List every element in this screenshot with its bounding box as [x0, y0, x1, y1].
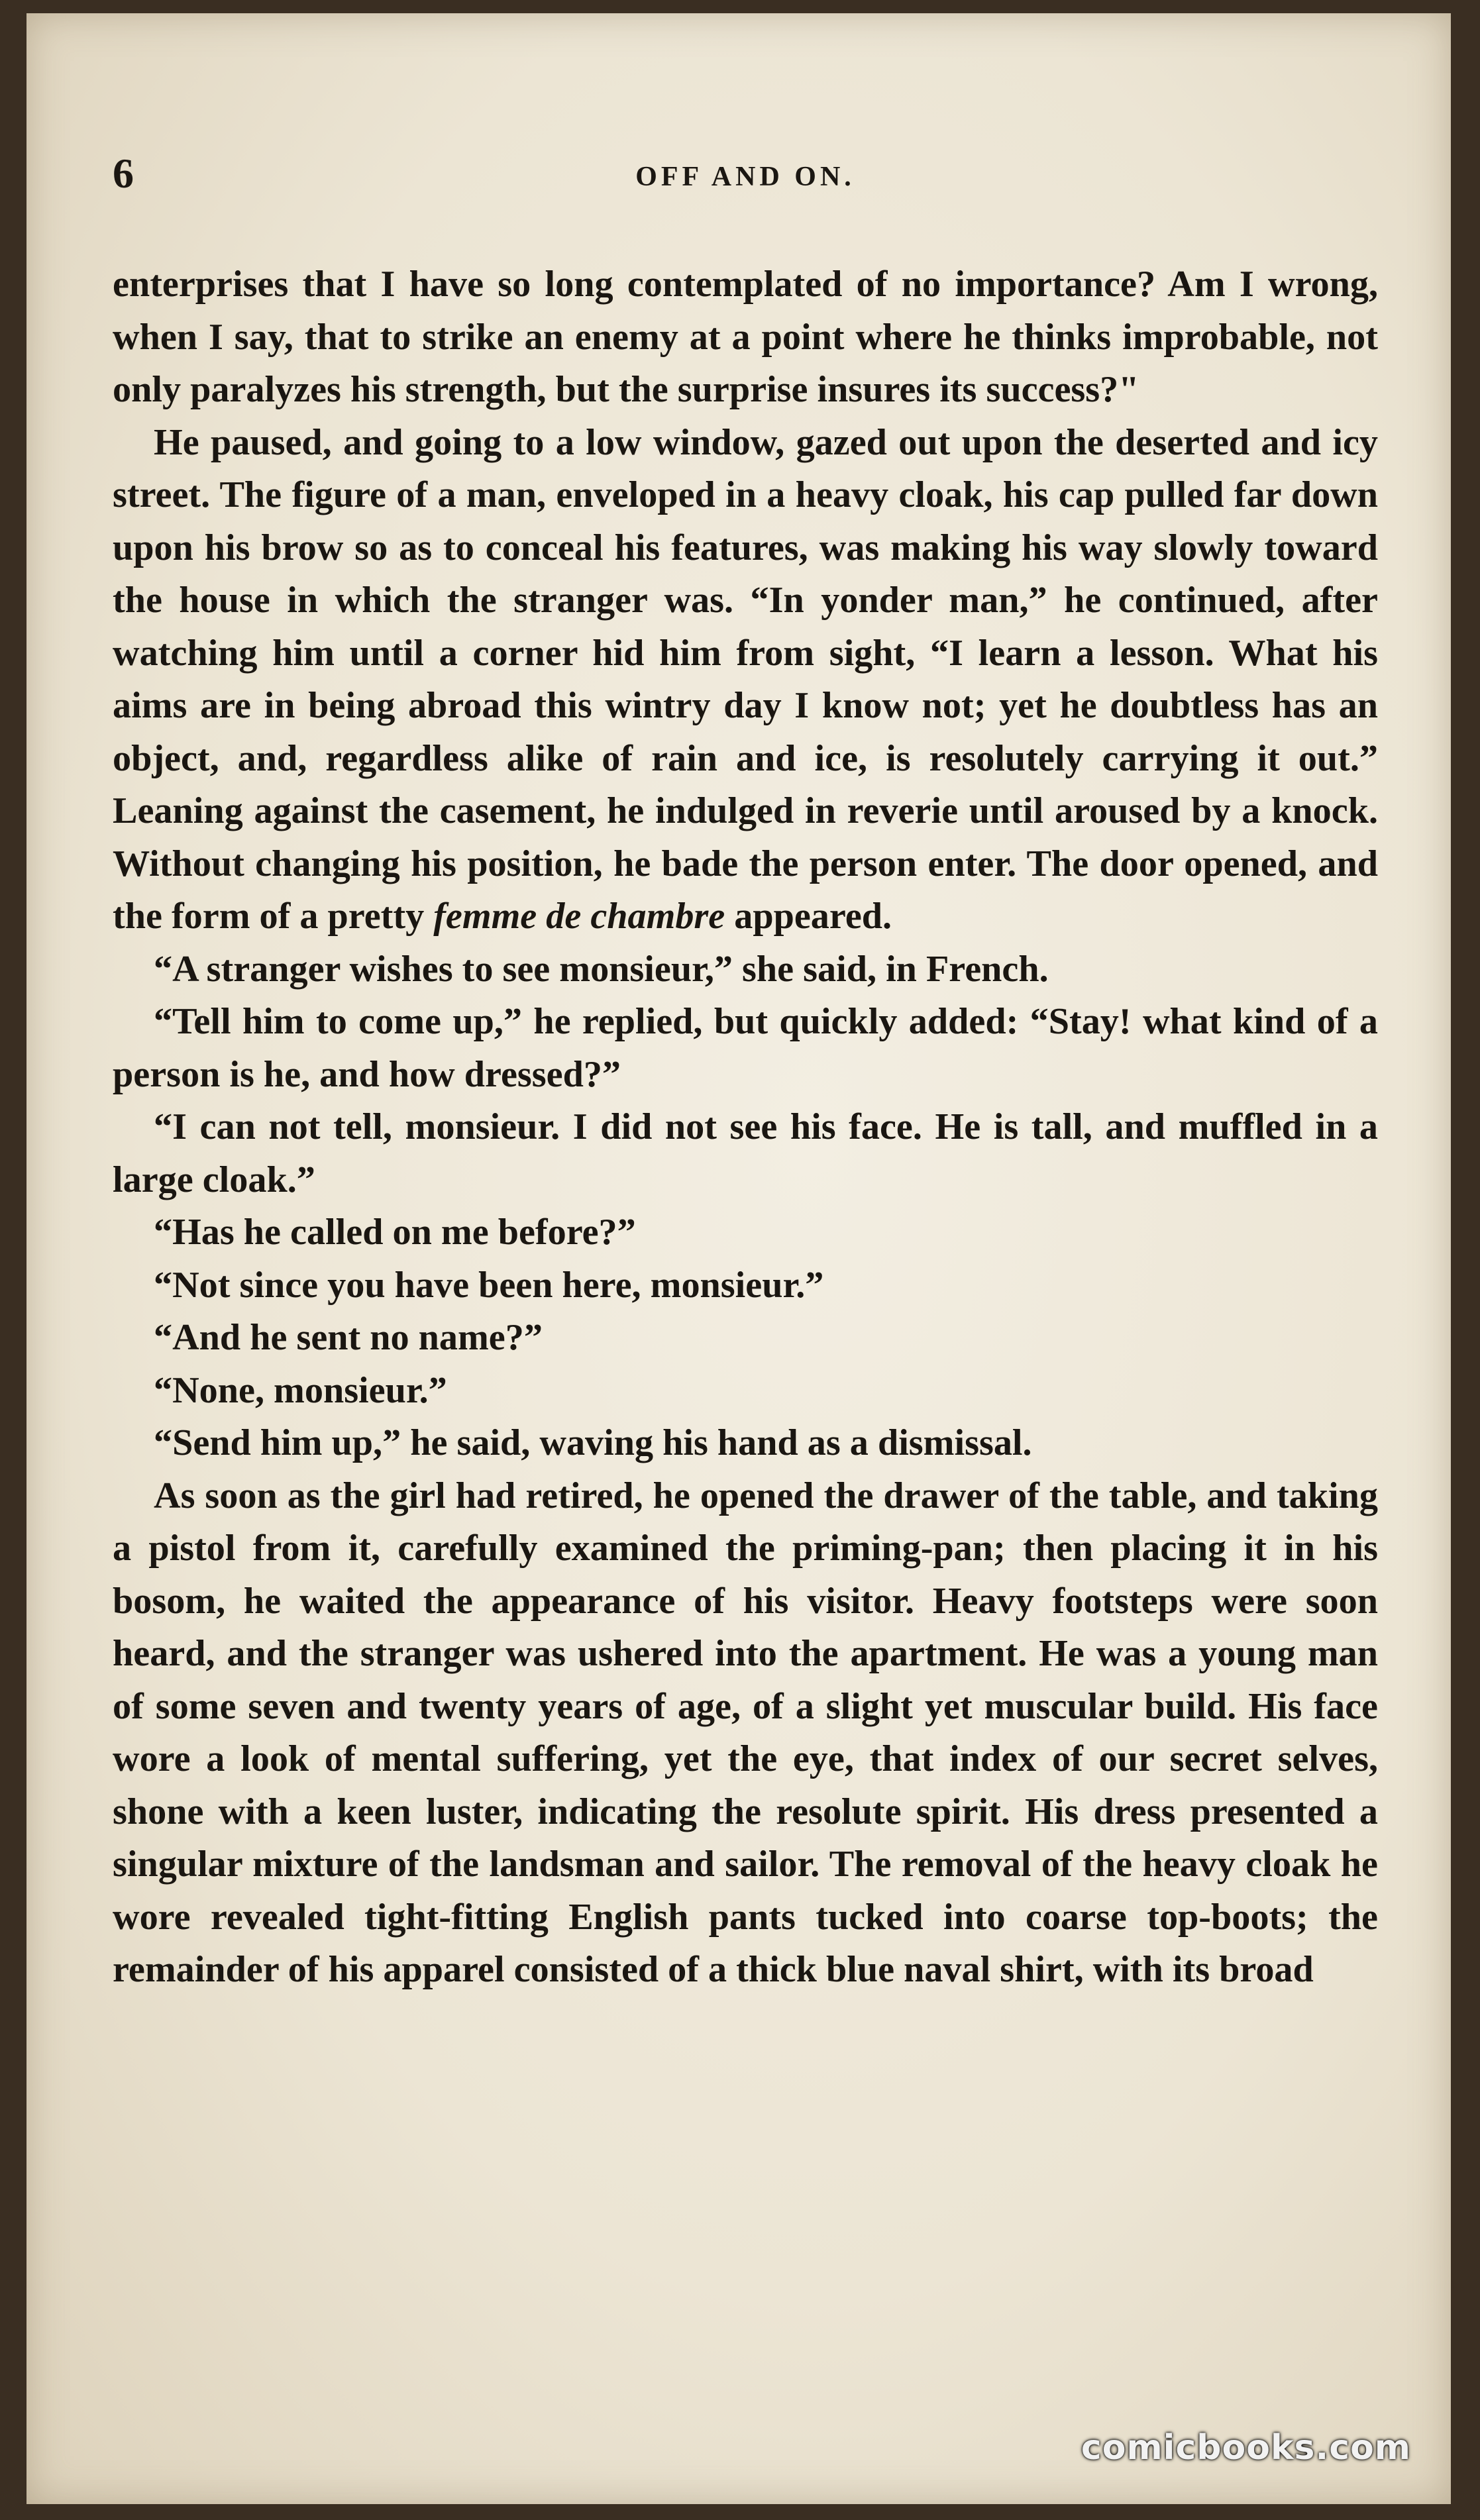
paragraph: “Not since you have been here, monsieur.” — [154, 1264, 824, 1306]
paragraph: As soon as the girl had retired, he opened the drawer of the table, and taking a pistol from it, carefully examined the priming-pan; then placing it in his bosom, he waited the appearance of his visitor. Heavy footsteps were soon heard, and the stranger was ushered into the apartment. He was a young man of some seven and twenty years of age, of a slight yet muscular build. His face wore a look of mental suffering, yet the eye, that index of our secret selves, shone with a keen luster, indicating the resolute spirit. His dress presented a singular mixture of the landsman and sailor. The removal of the heavy cloak he wore revealed tight-fitting English pants tucked into coarse top-boots; the remainder of his apparel consisted of a thick blue naval shirt, with its broad — [113, 1475, 1378, 1990]
page-number: 6 — [113, 150, 134, 197]
watermark: comicbooks.com — [1081, 2428, 1411, 2468]
paragraph: “None, monsieur.” — [154, 1369, 447, 1411]
paragraph: “Send him up,” he said, waving his hand as a dismissal. — [154, 1422, 1032, 1463]
paragraph: “And he sent no name?” — [154, 1317, 543, 1358]
paragraph: “Tell him to come up,” he replied, but quickly added: “Stay! what kind of a person is he, and how dressed?” — [113, 1001, 1378, 1095]
page-header — [113, 149, 1378, 209]
paragraph: “I can not tell, monsieur. I did not see his face. He is tall, and muffled in a large cloak.” — [113, 1106, 1378, 1200]
body-text — [113, 258, 1378, 1997]
book-page — [26, 13, 1451, 2504]
paragraph: “A stranger wishes to see monsieur,” she said, in French. — [154, 948, 1049, 990]
running-title: OFF AND ON. — [635, 162, 855, 192]
paragraph: “Has he called on me before?” — [154, 1212, 636, 1253]
paragraph: enterprises that I have so long contemplated of no importance? Am I wrong, when I say, that to strike an enemy at a point where he thinks improbable, not only paralyzes his strength, but the surprise insures its success?" — [113, 264, 1378, 410]
paragraph: He paused, and going to a low window, gazed out upon the deserted and icy street. The figure of a man, enveloped in a heavy cloak, his cap pulled far down upon his brow so as to conceal his features, was making his way slowly toward the house in which the stranger was. “In yonder man,” he continued, after watching him until a corner hid him from sight, “I learn a lesson. What his aims are in being abroad this wintry day I know not; yet he doubtless has an object, and, regardless alike of rain and ice, is resolutely carrying it out.” Leaning against the casement, he indulged in reverie until aroused by a knock. Without changing his position, he bade the person enter. The door opened, and the form of a pretty femme de chambre appeared. — [113, 421, 1378, 937]
